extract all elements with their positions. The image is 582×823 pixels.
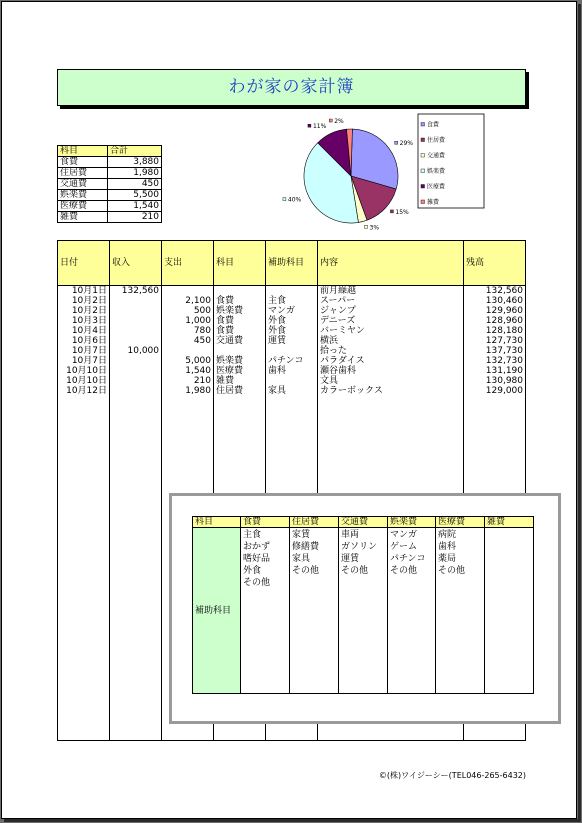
- reference-column: [290, 528, 339, 694]
- reference-item: その他: [243, 578, 271, 588]
- expense-pie-chart: [287, 112, 486, 232]
- svg-text:娯楽費: 娯楽費: [427, 168, 446, 175]
- ledger-cell-date: 10月4日: [58, 326, 110, 336]
- summary-total: 1,540: [108, 201, 162, 212]
- reference-header: 交通費: [339, 517, 388, 528]
- subcategory-reference-table: [192, 516, 534, 694]
- svg-text:医療費: 医療費: [427, 183, 446, 191]
- ledger-cell-content: 文具: [318, 376, 464, 386]
- reference-header: 住居費: [290, 517, 339, 528]
- ledger-cell-date: 10月10日: [58, 366, 110, 376]
- svg-text:交通費: 交通費: [427, 152, 446, 160]
- ledger-cell-expense: [162, 346, 214, 356]
- ledger-header-content: 内容: [318, 241, 464, 286]
- summary-category: 交通費: [58, 179, 108, 190]
- summary-row: [58, 168, 162, 179]
- ledger-row: [58, 376, 526, 386]
- reference-column: [339, 528, 388, 694]
- ledger-cell-income: [110, 306, 162, 316]
- ledger-cell-expense: 5,000: [162, 356, 214, 366]
- pie-data-label: [390, 209, 409, 216]
- summary-table: [57, 145, 162, 223]
- svg-text:11%: 11%: [312, 123, 327, 131]
- ledger-header-category: 科目: [214, 241, 266, 286]
- ledger-cell-date: 10月2日: [58, 306, 110, 316]
- ledger-cell-category: [214, 346, 266, 356]
- ledger-header-income: 収入: [110, 241, 162, 286]
- reference-item: 嗜好品: [243, 554, 271, 564]
- copyright-footer: ©(株)ワイジーシー(TEL046-265-6432): [378, 771, 526, 780]
- ledger-cell-income: [110, 386, 162, 396]
- summary-row: [58, 157, 162, 168]
- svg-text:29%: 29%: [399, 140, 413, 148]
- svg-text:2%: 2%: [334, 118, 344, 126]
- ledger-cell-income: 132,560: [110, 286, 162, 297]
- page-shadow-right: [578, 4, 581, 821]
- summary-header-total: 合計: [108, 146, 162, 157]
- ledger-cell-income: [110, 356, 162, 366]
- ledger-cell-content: 拾った: [318, 346, 464, 356]
- summary-total: 3,880: [108, 157, 162, 168]
- ledger-cell-category: 娯楽費: [214, 356, 266, 366]
- ledger-cell-expense: 500: [162, 306, 214, 316]
- ledger-header-date: 日付: [58, 241, 110, 286]
- ledger-cell-subcategory: 外食: [266, 326, 318, 336]
- reference-item: 主食: [243, 530, 262, 540]
- ledger-cell-subcategory: 主食: [266, 296, 318, 306]
- summary-category: 医療費: [58, 201, 108, 212]
- ledger-row: [58, 356, 526, 366]
- ledger-cell-income: [110, 296, 162, 306]
- ledger-header-balance: 残高: [464, 241, 526, 286]
- ledger-cell-date: 10月10日: [58, 376, 110, 386]
- reference-item: 運賃: [341, 554, 360, 564]
- ledger-cell-category: 交通費: [214, 336, 266, 346]
- reference-item: その他: [292, 566, 320, 576]
- ledger-cell-income: [110, 366, 162, 376]
- ledger-cell-balance: 129,960: [464, 306, 526, 316]
- ledger-row: [58, 286, 526, 297]
- pie-data-label: [329, 118, 344, 125]
- ledger-cell-subcategory: [266, 376, 318, 386]
- reference-item: その他: [390, 566, 418, 576]
- reference-item: ガソリン: [341, 542, 378, 552]
- ledger-cell-date: 10月12日: [58, 386, 110, 396]
- ledger-cell-content: パラダイス: [318, 356, 464, 366]
- svg-text:住居費: 住居費: [427, 137, 446, 144]
- ledger-cell-expense: 1,000: [162, 316, 214, 326]
- pie-data-label: [308, 123, 327, 130]
- ledger-cell-content: デニーズ: [318, 316, 464, 326]
- reference-item: ゲーム: [390, 542, 418, 552]
- ledger-cell-date: 10月1日: [58, 286, 110, 297]
- summary-total: 1,980: [108, 168, 162, 179]
- ledger-cell-subcategory: [266, 346, 318, 356]
- reference-item: 外食: [243, 566, 262, 576]
- ledger-cell-balance: 130,980: [464, 376, 526, 386]
- ledger-cell-date: 10月2日: [58, 296, 110, 306]
- page-shadow-bottom: [4, 819, 581, 822]
- summary-row: [58, 212, 162, 223]
- reference-header: 医療費: [436, 517, 485, 528]
- ledger-cell-balance: 130,460: [464, 296, 526, 306]
- ledger-row: [58, 366, 526, 376]
- reference-header: 雑費: [485, 517, 534, 528]
- ledger-cell-income: [110, 316, 162, 326]
- ledger-cell-balance: 129,000: [464, 386, 526, 396]
- ledger-header-expense: 支出: [162, 241, 214, 286]
- reference-item: 歯科: [438, 542, 457, 552]
- ledger-cell-subcategory: 家具: [266, 386, 318, 396]
- svg-text:雑費: 雑費: [427, 199, 440, 206]
- ledger-row: [58, 386, 526, 396]
- ledger-cell-balance: 128,960: [464, 316, 526, 326]
- reference-item: その他: [438, 566, 466, 576]
- reference-column: [485, 528, 534, 694]
- ledger-cell-content: 前月繰越: [318, 286, 464, 297]
- ledger-cell-subcategory: マンガ: [266, 306, 318, 316]
- reference-item: 家賃: [292, 530, 311, 540]
- ledger-cell-category: 食費: [214, 316, 266, 326]
- ledger-row: [58, 316, 526, 326]
- ledger-cell-expense: 1,980: [162, 386, 214, 396]
- svg-text:食費: 食費: [427, 121, 440, 129]
- ledger-cell-content: スーパー: [318, 296, 464, 306]
- ledger-row: [58, 326, 526, 336]
- summary-total: 5,500: [108, 190, 162, 201]
- svg-text:40%: 40%: [287, 196, 302, 204]
- reference-header: 科目: [193, 517, 241, 528]
- ledger-cell-balance: 128,180: [464, 326, 526, 336]
- ledger-row: [58, 306, 526, 316]
- ledger-cell-content: バーミヤン: [318, 326, 464, 336]
- summary-header-category: 科目: [58, 146, 108, 157]
- ledger-cell-balance: 132,560: [464, 286, 526, 297]
- ledger-cell-category: [214, 286, 266, 297]
- ledger-cell-category: 住居費: [214, 386, 266, 396]
- page-title: わが家の家計簿: [57, 69, 526, 106]
- ledger-cell-expense: 450: [162, 336, 214, 346]
- ledger-cell-expense: 2,100: [162, 296, 214, 306]
- ledger-cell-content: ジャンプ: [318, 306, 464, 316]
- reference-item: 車両: [341, 530, 360, 540]
- summary-category: 娯楽費: [58, 190, 108, 201]
- summary-row: [58, 179, 162, 190]
- ledger-cell-date: 10月7日: [58, 346, 110, 356]
- ledger-cell-balance: 127,730: [464, 336, 526, 346]
- ledger-cell-category: 娯楽費: [214, 306, 266, 316]
- ledger-row: [58, 336, 526, 346]
- ledger-cell-expense: 780: [162, 326, 214, 336]
- ledger-cell-income: [110, 376, 162, 386]
- svg-text:15%: 15%: [395, 208, 409, 216]
- ledger-cell-category: 雑費: [214, 376, 266, 386]
- ledger-cell-subcategory: 歯科: [266, 366, 318, 376]
- reference-column: [388, 528, 436, 694]
- ledger-cell-expense: 210: [162, 376, 214, 386]
- ledger-row: [58, 346, 526, 356]
- ledger-cell-balance: 132,730: [464, 356, 526, 366]
- summary-row: [58, 190, 162, 201]
- reference-item: 家具: [292, 554, 311, 564]
- summary-total: 210: [108, 212, 162, 223]
- reference-row-label: 補助科目: [193, 528, 241, 694]
- ledger-cell-date: 10月3日: [58, 316, 110, 326]
- ledger-cell-income: [110, 326, 162, 336]
- reference-header: 娯楽費: [388, 517, 436, 528]
- ledger-cell-subcategory: [266, 286, 318, 297]
- ledger-cell-income: 10,000: [110, 346, 162, 356]
- reference-item: マンガ: [390, 530, 418, 540]
- ledger-cell-expense: 1,540: [162, 366, 214, 376]
- summary-category: 雑費: [58, 212, 108, 223]
- ledger-cell-expense: [162, 286, 214, 297]
- reference-item: パチンコ: [390, 554, 426, 564]
- reference-item: 薬局: [438, 554, 457, 564]
- ledger-cell-category: 医療費: [214, 366, 266, 376]
- ledger-header-subcategory: 補助科目: [266, 241, 318, 286]
- reference-item: 修繕費: [292, 542, 320, 552]
- ledger-cell-content: 横浜: [318, 336, 464, 346]
- ledger-cell-date: 10月7日: [58, 356, 110, 366]
- reference-header: 食費: [241, 517, 290, 528]
- summary-category: 住居費: [58, 168, 108, 179]
- summary-total: 450: [108, 179, 162, 190]
- ledger-cell-content: カラーボックス: [318, 386, 464, 396]
- ledger-cell-category: 食費: [214, 326, 266, 336]
- reference-column: [436, 528, 485, 694]
- reference-item: その他: [341, 566, 369, 576]
- ledger-cell-balance: 131,190: [464, 366, 526, 376]
- ledger-cell-subcategory: 運賃: [266, 336, 318, 346]
- pie-data-label: [395, 140, 414, 147]
- ledger-cell-income: [110, 336, 162, 346]
- ledger-cell-balance: 137,730: [464, 346, 526, 356]
- ledger-cell-date: 10月6日: [58, 336, 110, 346]
- reference-column: [241, 528, 290, 694]
- reference-item: 病院: [438, 530, 457, 540]
- ledger-row: [58, 296, 526, 306]
- ledger-cell-category: 食費: [214, 296, 266, 306]
- ledger-cell-subcategory: パチンコ: [266, 356, 318, 366]
- reference-item: おかず: [243, 542, 271, 552]
- svg-text:3%: 3%: [369, 224, 380, 232]
- ledger-cell-content: 瀬谷歯科: [318, 366, 464, 376]
- summary-category: 食費: [58, 157, 108, 168]
- ledger-cell-subcategory: 外食: [266, 316, 318, 326]
- summary-row: [58, 201, 162, 212]
